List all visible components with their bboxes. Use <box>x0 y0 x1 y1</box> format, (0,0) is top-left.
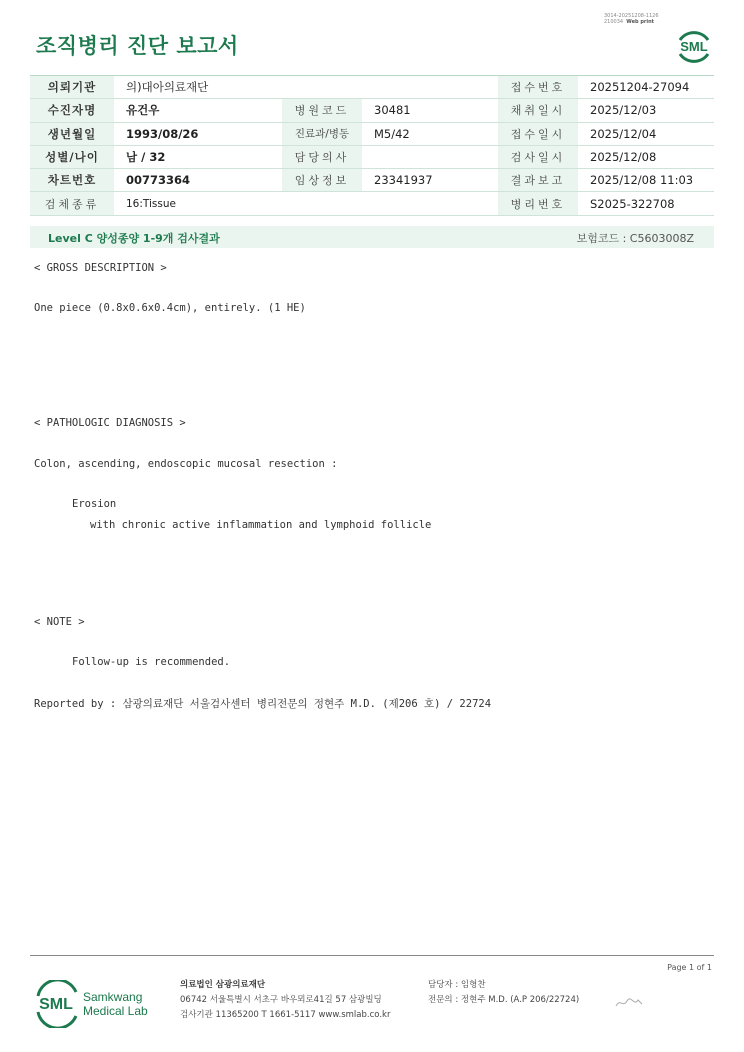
diagnosis-site: Colon, ascending, endoscopic mucosal resection : <box>34 458 338 470</box>
birth-date: 1993/08/26 <box>114 122 282 145</box>
info-row <box>30 76 714 99</box>
label-requesting-org: 의뢰기관 <box>30 76 114 99</box>
specimen-type: 16:Tissue <box>114 192 282 215</box>
samkwang-logo-name-1: Samkwang <box>83 990 143 1004</box>
result-bar <box>30 226 714 248</box>
value-empty <box>362 76 498 99</box>
web-print-label: Web print <box>626 19 655 25</box>
gross-description-text: One piece (0.8x0.6x0.4cm), entirely. (1 HE) <box>34 302 306 314</box>
result-title: Level C 양성종양 1-9개 검사결과 <box>48 232 220 245</box>
patient-name: 유건우 <box>114 99 282 122</box>
receipt-date: 2025/12/04 <box>578 122 714 145</box>
footer-staff-block <box>428 978 579 1008</box>
footer-org-block <box>180 978 390 1023</box>
print-meta <box>604 13 659 25</box>
label-chart-number: 차트번호 <box>30 169 114 192</box>
label-department-ward: 진료과/병동 <box>282 122 362 145</box>
report-title: 조직병리 진단 보고서 <box>36 34 239 58</box>
samkwang-logo-sml: SML <box>39 996 73 1013</box>
requesting-org: 의)대아의료재단 <box>114 76 282 99</box>
info-row <box>30 192 714 215</box>
print-meta-line: 3014-20251208-1126 <box>604 13 659 19</box>
label-sex-age: 성별/나이 <box>30 145 114 168</box>
gross-description-heading: < GROSS DESCRIPTION > <box>34 262 167 274</box>
info-row <box>30 169 714 192</box>
print-meta-code: 210034 <box>604 19 624 25</box>
label-attending-doctor: 담당의사 <box>282 145 362 168</box>
sex-age: 남 / 32 <box>114 145 282 168</box>
sml-logo-text: SML <box>680 39 708 54</box>
attending-doctor <box>362 145 498 168</box>
test-date: 2025/12/08 <box>578 145 714 168</box>
receipt-number: 20251204-27094 <box>578 76 714 99</box>
pathologist-signature <box>614 996 644 1010</box>
footer-specialist: 전문의 : 정현주 M.D. (A.P 206/22724) <box>428 995 580 1005</box>
pathologic-diagnosis-heading: < PATHOLOGIC DIAGNOSIS > <box>34 417 186 429</box>
note-text: Follow-up is recommended. <box>72 656 231 668</box>
samkwang-logo-name-2: Medical Lab <box>83 1004 148 1018</box>
footer-org-name: 의료법인 삼광의료재단 <box>180 980 266 990</box>
hospital-code: 30481 <box>362 99 498 122</box>
info-row <box>30 99 714 122</box>
label-collection-date: 채취일시 <box>498 99 578 122</box>
result-report-date: 2025/12/08 11:03 <box>578 169 714 192</box>
info-row <box>30 122 714 145</box>
footer-divider <box>30 955 714 956</box>
label-receipt-number: 접수번호 <box>498 76 578 99</box>
insurance-code: 보험코드 : C5603008Z <box>576 232 694 245</box>
label-empty <box>282 76 362 99</box>
diagnosis-main: Erosion <box>72 498 117 510</box>
footer-contact: 검사기관 11365200 T 1661-5117 www.smlab.co.kr <box>180 1010 391 1020</box>
label-specimen-type: 검체종류 <box>30 192 114 215</box>
label-birth-date: 생년월일 <box>30 122 114 145</box>
info-row <box>30 145 714 168</box>
value-empty <box>362 192 498 215</box>
patient-info-table <box>30 75 714 216</box>
note-heading: < NOTE > <box>34 616 85 628</box>
diagnosis-detail: with chronic active inflammation and lymphoid follicle <box>90 519 432 531</box>
collection-date: 2025/12/03 <box>578 99 714 122</box>
department-ward: M5/42 <box>362 122 498 145</box>
sml-logo <box>674 26 714 66</box>
chart-number: 00773364 <box>114 169 282 192</box>
label-patient-name: 수진자명 <box>30 99 114 122</box>
label-pathology-number: 병리번호 <box>498 192 578 215</box>
label-clinical-info: 임상정보 <box>282 169 362 192</box>
label-test-date: 검사일시 <box>498 145 578 168</box>
footer-address: 06742 서울특별시 서초구 바우뫼로41길 57 삼광빌딩 <box>180 995 382 1005</box>
label-result-report: 결과보고 <box>498 169 578 192</box>
page-number: Page 1 of 1 <box>667 963 712 972</box>
samkwang-logo <box>36 980 156 1032</box>
label-receipt-date: 접수일시 <box>498 122 578 145</box>
label-empty <box>282 192 362 215</box>
label-hospital-code: 병원코드 <box>282 99 362 122</box>
samkwang-logo-mark <box>36 980 156 1028</box>
clinical-info: 23341937 <box>362 169 498 192</box>
reported-by: Reported by : 삼광의료재단 서울검사센터 병리전문의 정현주 M.D. (제206 호) / 22724 <box>34 698 492 710</box>
pathology-number: S2025-322708 <box>578 192 714 215</box>
footer-manager: 담당자 : 임형찬 <box>428 980 486 990</box>
